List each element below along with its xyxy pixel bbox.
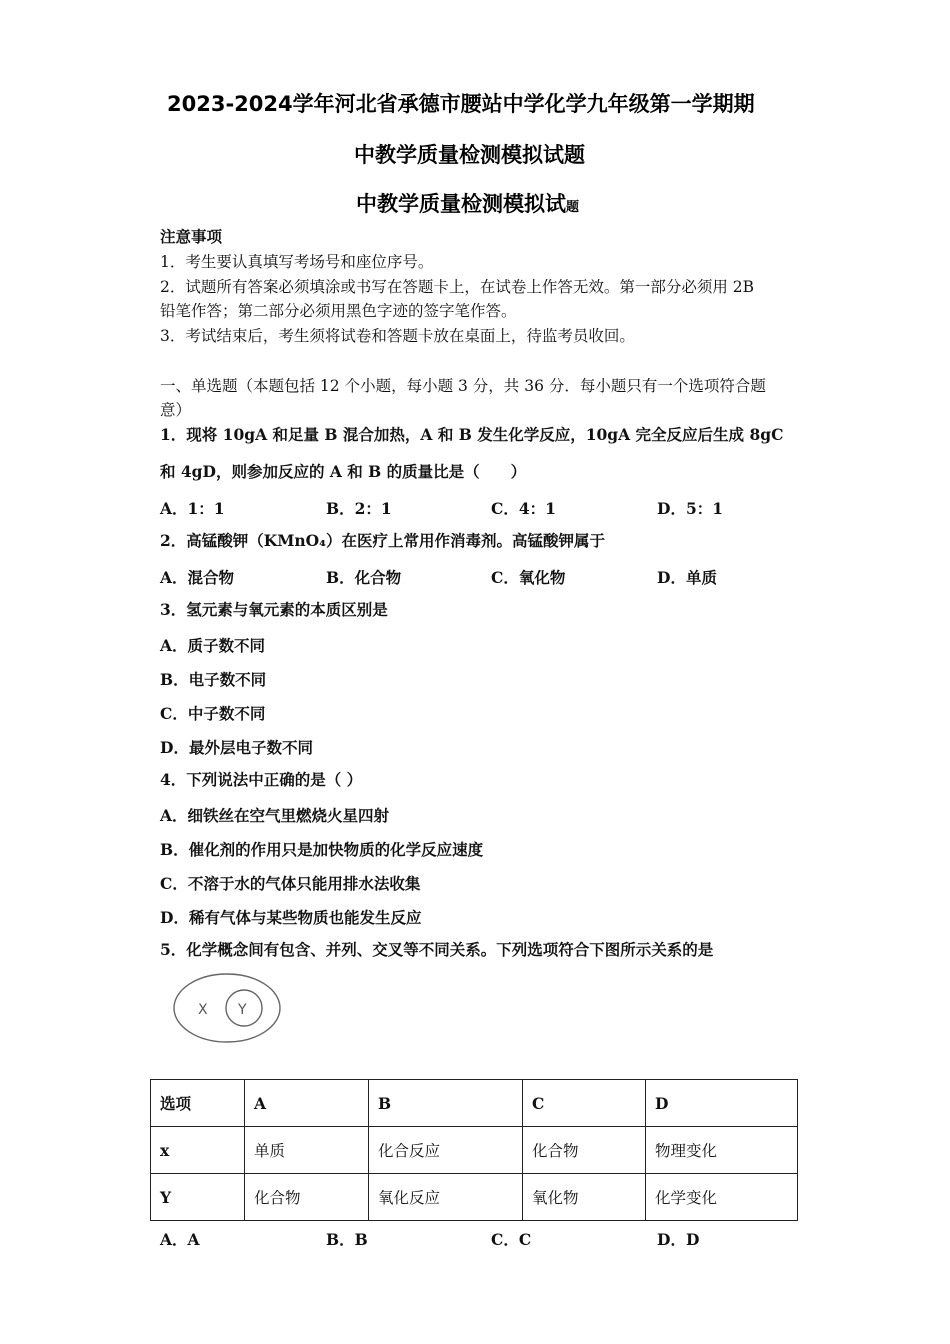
q1-option-c[interactable]: C．4：1 xyxy=(491,499,556,518)
q1-option-b[interactable]: B．2：1 xyxy=(326,499,392,518)
table-cell: 单质 xyxy=(245,1127,369,1174)
table-cell: 化合物 xyxy=(523,1127,646,1174)
q2-option-c[interactable]: C．氧化物 xyxy=(491,568,566,587)
q5-options-table xyxy=(150,1079,798,1221)
q2-option-a[interactable]: A．混合物 xyxy=(160,568,235,587)
title-line-3-main: 中教学质量检测模拟试 xyxy=(356,192,566,216)
section-heading-line-1: 一、单选题（本题包括 12 个小题，每小题 3 分，共 36 分．每小题只有一个选项符合题 xyxy=(160,377,766,395)
q3-option-a[interactable]: A．质子数不同 xyxy=(160,636,266,655)
q4-option-d[interactable]: D．稀有气体与某些物质也能发生反应 xyxy=(160,908,422,927)
outer-set-x xyxy=(174,974,280,1042)
table-cell: 选项 xyxy=(151,1080,245,1127)
question-5-stem: 5．化学概念间有包含、并列、交叉等不同关系。下列选项符合下图所示关系的是 xyxy=(160,940,714,959)
q1-option-a[interactable]: A．1：1 xyxy=(160,499,225,518)
title-line-3-tail: 题 xyxy=(566,200,580,215)
table-cell: 化合物 xyxy=(245,1174,369,1221)
notice-item-2-line-1: 2．试题所有答案必须填涂或书写在答题卡上，在试卷上作答无效。第一部分必须用 2B xyxy=(160,278,755,296)
table-cell: D xyxy=(646,1080,798,1127)
table-cell: B xyxy=(369,1080,523,1127)
table-cell: 氧化物 xyxy=(523,1174,646,1221)
title-line-3 xyxy=(356,188,579,218)
table-cell: 化学变化 xyxy=(646,1174,798,1221)
table-cell: x xyxy=(151,1127,245,1174)
venn-label-y: Y xyxy=(238,1002,247,1018)
notice-item-1: 1．考生要认真填写考场号和座位序号。 xyxy=(160,253,434,271)
venn-label-x: X xyxy=(198,1002,208,1018)
q5-option-d[interactable]: D．D xyxy=(657,1230,700,1249)
q4-option-b[interactable]: B．催化剂的作用只是加快物质的化学反应速度 xyxy=(160,840,484,859)
q5-option-a[interactable]: A．A xyxy=(160,1230,200,1249)
table-cell: 化合反应 xyxy=(369,1127,523,1174)
title-line-1: 2023-2024学年河北省承德市腰站中学化学九年级第一学期期 xyxy=(167,92,755,116)
notice-heading: 注意事项 xyxy=(160,227,223,246)
table-cell: Y xyxy=(151,1174,245,1221)
q3-option-d[interactable]: D．最外层电子数不同 xyxy=(160,738,313,757)
q2-option-d[interactable]: D．单质 xyxy=(657,568,717,587)
question-4-stem: 4．下列说法中正确的是（ ） xyxy=(160,770,363,789)
title-line-2: 中教学质量检测模拟试题 xyxy=(354,143,585,167)
q4-option-c[interactable]: C．不溶于水的气体只能用排水法收集 xyxy=(160,874,421,893)
table-row xyxy=(151,1174,798,1221)
question-1-line-2: 和 4gD，则参加反应的 A 和 B 的质量比是（ ） xyxy=(160,462,527,481)
notice-item-3: 3．考试结束后，考生须将试卷和答题卡放在桌面上，待监考员收回。 xyxy=(160,327,635,345)
table-cell: 物理变化 xyxy=(646,1127,798,1174)
q4-option-a[interactable]: A．细铁丝在空气里燃烧火星四射 xyxy=(160,806,390,825)
question-3-stem: 3．氢元素与氧元素的本质区别是 xyxy=(160,600,388,619)
q3-option-c[interactable]: C．中子数不同 xyxy=(160,704,266,723)
q3-option-b[interactable]: B．电子数不同 xyxy=(160,670,267,689)
table-cell: A xyxy=(245,1080,369,1127)
q5-option-b[interactable]: B．B xyxy=(326,1230,368,1249)
question-2-stem: 2．高锰酸钾（KMnO₄）在医疗上常用作消毒剂。高锰酸钾属于 xyxy=(160,531,605,550)
venn-diagram xyxy=(170,972,288,1048)
question-1-line-1: 1．现将 10gA 和足量 B 混合加热，A 和 B 发生化学反应，10gA 完全反应后生成 8gC xyxy=(160,425,784,444)
q1-option-d[interactable]: D．5：1 xyxy=(657,499,724,518)
table-header-row xyxy=(151,1080,798,1127)
table-row xyxy=(151,1127,798,1174)
section-heading-line-2: 意） xyxy=(160,401,192,419)
table-cell: 氧化反应 xyxy=(369,1174,523,1221)
q2-option-b[interactable]: B．化合物 xyxy=(326,568,402,587)
q5-option-c[interactable]: C．C xyxy=(491,1230,532,1249)
table-cell: C xyxy=(523,1080,646,1127)
notice-item-2-line-2: 铅笔作答；第二部分必须用黑色字迹的签字笔作答。 xyxy=(160,302,517,320)
